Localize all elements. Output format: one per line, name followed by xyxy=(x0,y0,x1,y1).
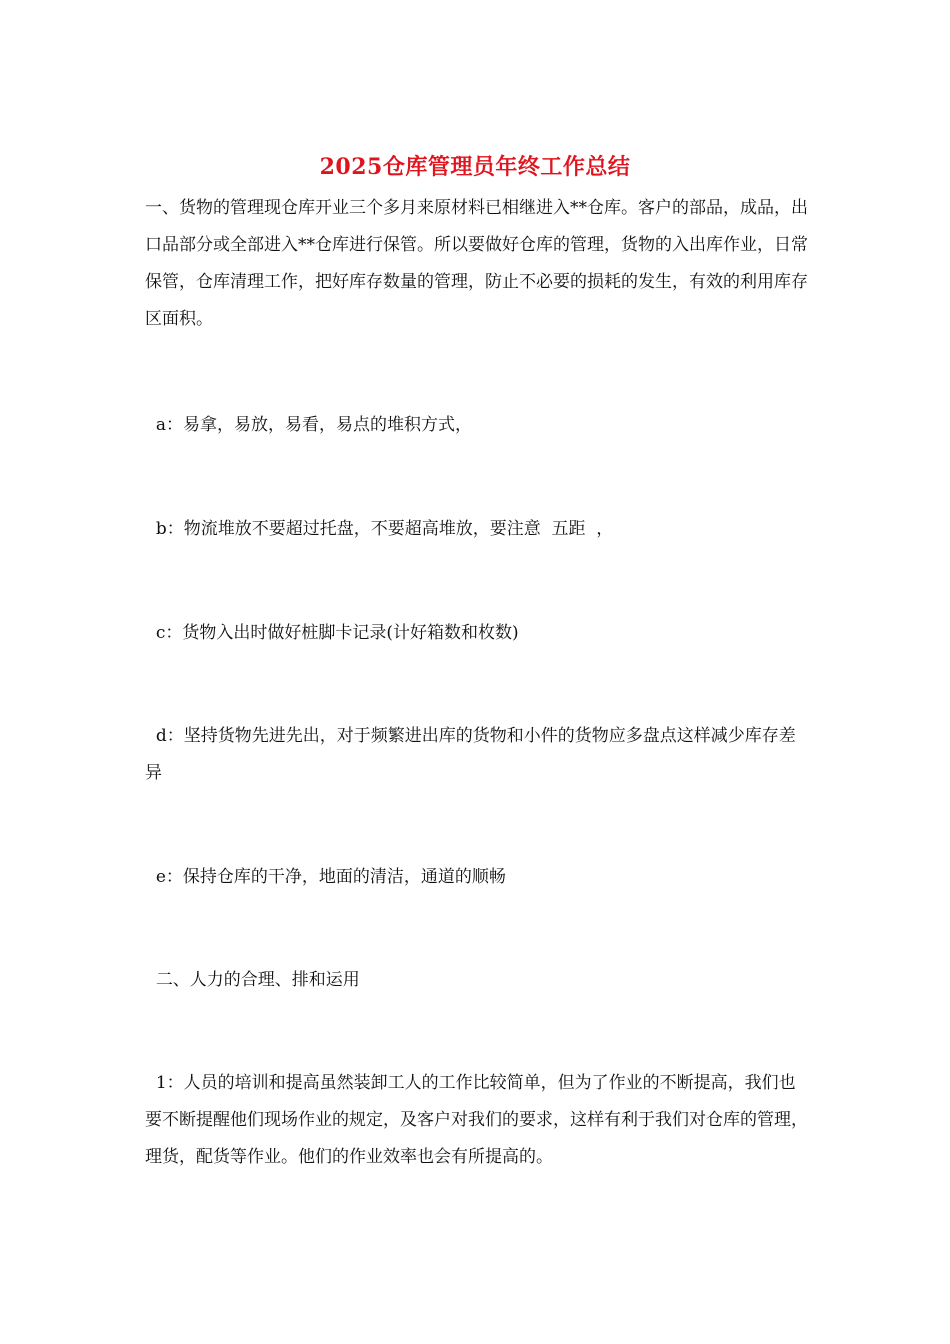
list-item-a: a：易拿，易放，易看，易点的堆积方式， xyxy=(145,415,472,435)
list-item-e: e：保持仓库的干净，地面的清洁，通道的顺畅 xyxy=(145,867,506,887)
list-item-d: d：坚持货物先进先出，对于频繁进出库的货物和小件的货物应多盘点这样减少库存差异 xyxy=(145,726,796,783)
list-item-b: b：物流堆放不要超过托盘，不要超高堆放，要注意 五距 ， xyxy=(145,519,614,539)
paragraph-goods-management: 一、货物的管理现仓库开业三个多月来原材料已相继进入**仓库。客户的部品，成品，出口品部分或全部进入**仓库进行保管。所以要做好仓库的管理，货物的入出库作业，日常保管，仓库清理工作，把好库存数量的管理，防止不必要的损耗的发生，有效的利用库存区面积。 xyxy=(145,198,808,329)
list-item-c: c：货物入出时做好桩脚卡记录(计好箱数和枚数) xyxy=(145,623,519,643)
document-title: 2025仓库管理员年终工作总结 xyxy=(319,154,631,180)
section-heading-manpower: 二、人力的合理、排和运用 xyxy=(145,970,360,990)
list-item-1: 1：人员的培训和提高虽然装卸工人的工作比较简单，但为了作业的不断提高，我们也要不断提醒他们现场作业的规定，及客户对我们的要求，这样有利于我们对仓库的管理，理货，配货等作业。他们的作业效率也会有所提高的。 xyxy=(145,1073,808,1167)
